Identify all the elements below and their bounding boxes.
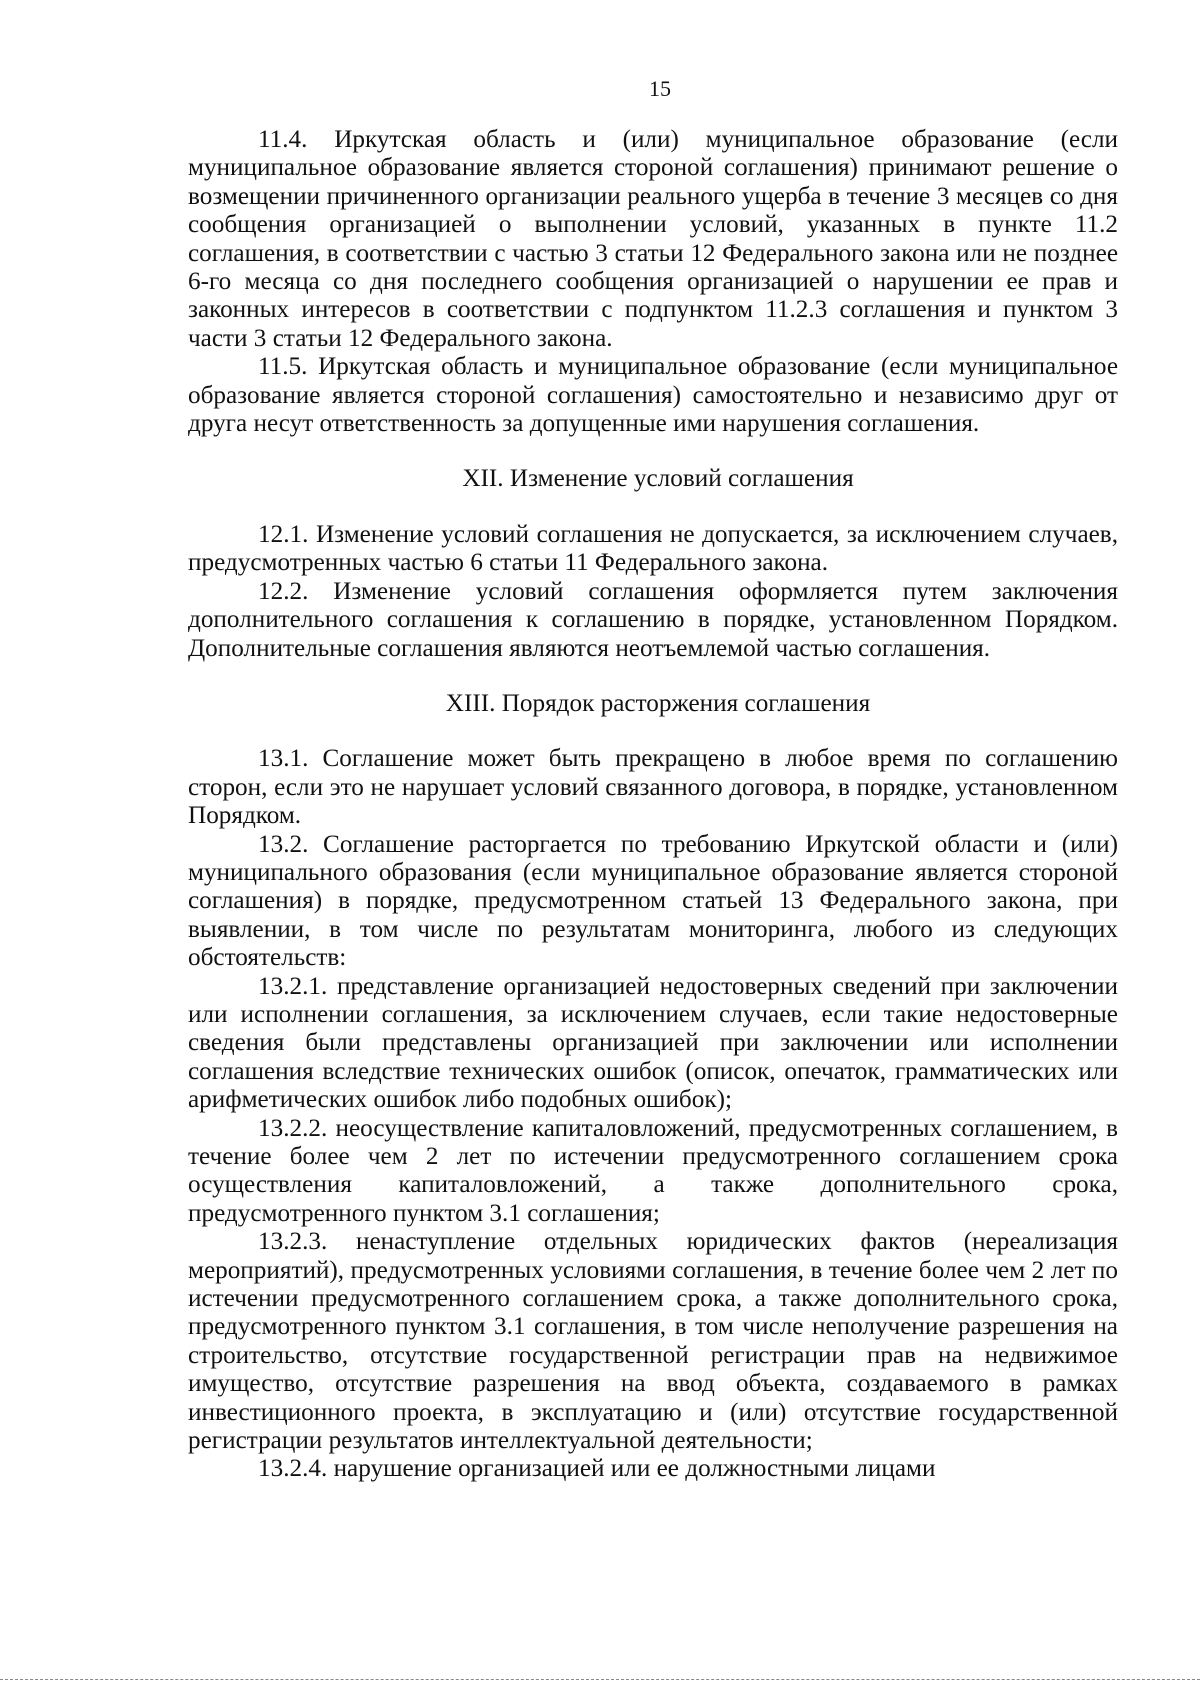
paragraph-13-2-4: 13.2.4. нарушение организацией или ее должностными лицами [258, 1455, 936, 1483]
document-body [188, 126, 1118, 1484]
section-gap [188, 494, 1118, 521]
paragraph-11-5: 11.5. Иркутская область и муниципальное образование (если муниципальное образование является стороной соглашения) самостоятельно и независимо друг от друга несут ответственность за допущенные ими нарушения соглашения. [188, 353, 1118, 438]
paragraph-11-4: 11.4. Иркутская область и (или) муниципальное образование (если муниципальное образование является стороной соглашения) принимают решение о возмещении причиненного организации реального ущерба в течение 3 месяцев со дня сообщения организацией о выполнении условий, указанных в пункте 11.2 соглашения, в соответствии с частью 3 статьи 12 Федерального закона или не позднее 6-го месяца со дня последнего сообщения организацией о нарушении ее прав и законных интересов в соответствии с подпунктом 11.2.3 соглашения и пунктом 3 части 3 статьи 12 Федерального закона. [188, 126, 1118, 352]
paragraph-13-2: 13.2. Соглашение расторгается по требованию Иркутской области и (или) муниципального образования (если муниципальное образование является стороной соглашения) в порядке, предусмотренном статьей 13 Федерального закона, при выявлении, в том числе по результатам мониторинга, любого из следующих обстоятельств: [188, 830, 1118, 972]
page-number: 15 [649, 76, 671, 101]
paragraph-12-2: 12.2. Изменение условий соглашения оформляется путем заключения дополнительного соглашения к соглашению в порядке, установленном Порядком. Дополнительные соглашения являются неотъемлемой частью соглашения. [188, 577, 1118, 662]
section-heading-xii: XII. Изменение условий соглашения [462, 465, 854, 493]
paragraph-13-2-2: 13.2.2. неосуществление капиталовложений, предусмотренных соглашением, в течение более чем 2 лет по истечении предусмотренного соглашением срока осуществления капиталовложений, а также дополнительного срока, предусмотренного пунктом 3.1 соглашения; [188, 1114, 1118, 1227]
paragraph-12-1: 12.1. Изменение условий соглашения не допускается, за исключением случаев, предусмотренных частью 6 статьи 11 Федерального закона. [188, 520, 1118, 577]
paragraph-13-1: 13.1. Соглашение может быть прекращено в любое время по соглашению сторон, если это не нарушает условий связанного договора, в порядке, установленном Порядком. [188, 745, 1118, 830]
section-gap [188, 663, 1118, 690]
paragraph-13-2-1: 13.2.1. представление организацией недостоверных сведений при заключении или исполнении соглашения, за исключением случаев, если такие недостоверные сведения были представлены организацией при заключении или исполнении соглашения вследствие технических ошибок (описок, опечаток, грамматических или арифметических ошибок либо подобных ошибок); [188, 972, 1118, 1114]
section-gap [188, 718, 1118, 745]
section-heading-xiii: XIII. Порядок расторжения соглашения [445, 689, 871, 717]
scan-edge-line [0, 1679, 1200, 1680]
section-gap [188, 438, 1118, 465]
paragraph-13-2-3: 13.2.3. ненаступление отдельных юридических фактов (нереализация мероприятий), предусмотренных условиями соглашения, в течение более чем 2 лет по истечении предусмотренного соглашением срока, а также дополнительного срока, предусмотренного пунктом 3.1 соглашения, в том числе неполучение разрешения на строительство, отсутствие государственной регистрации прав на недвижимое имущество, отсутствие разрешения на ввод объекта, создаваемого в рамках инвестиционного проекта, в эксплуатацию и (или) отсутствие государственной регистрации результатов интеллектуальной деятельности; [188, 1228, 1118, 1455]
